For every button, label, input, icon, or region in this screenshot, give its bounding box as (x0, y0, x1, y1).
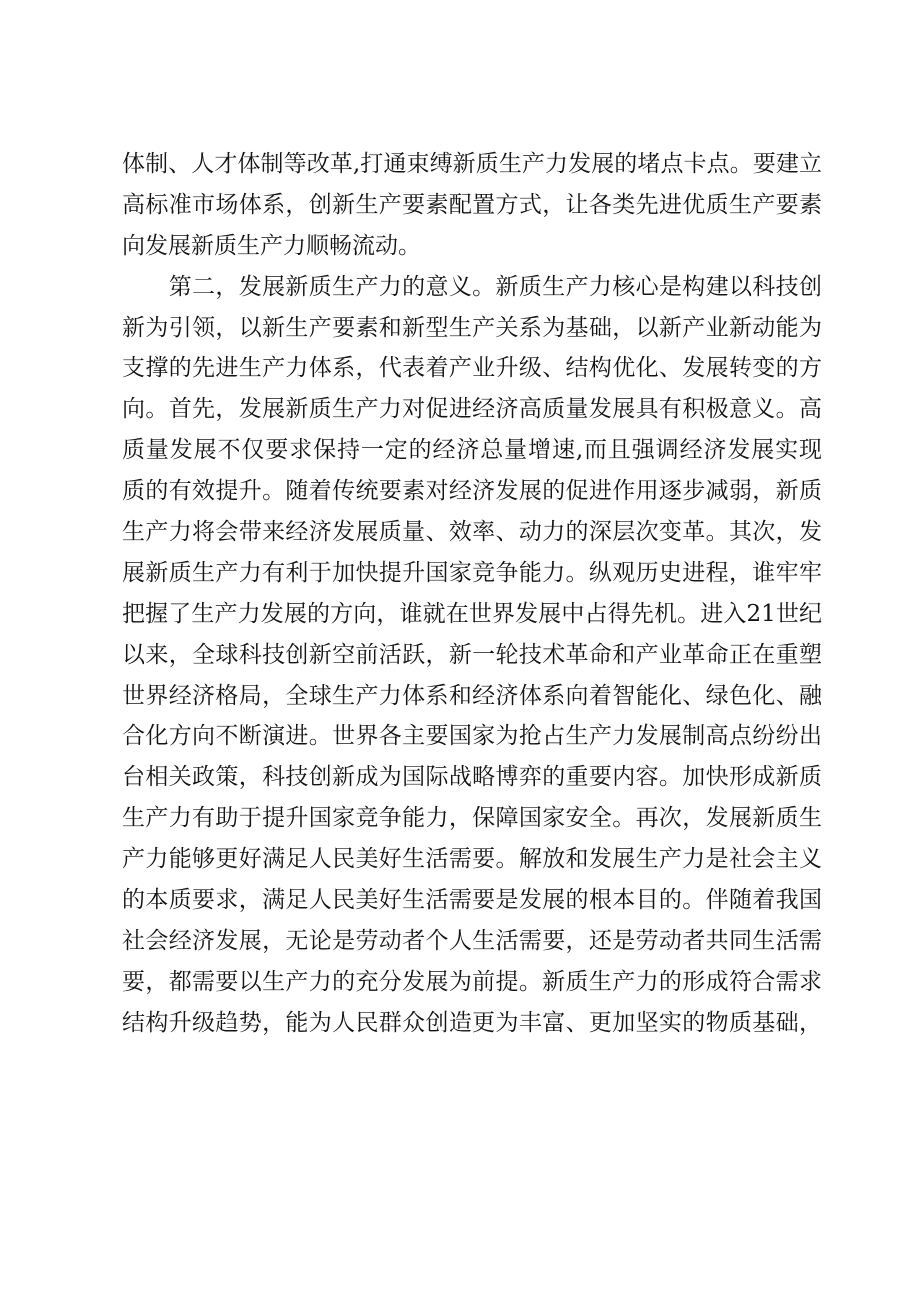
text-line: 要，都需要以生产力的充分发展为前提。新质生产力的形成符合需求 (122, 968, 822, 995)
text-line: 把握了生产力发展的方向，谁就在世界发展中占得先机。进入21世纪 (122, 600, 822, 627)
text-line: 体制、人才体制等改革,打通束缚新质生产力发展的堵点卡点。要建立 (122, 151, 822, 177)
text-line: 台相关政策，科技创新成为国际战略博弈的重要内容。加快形成新质 (122, 764, 822, 791)
text-line: 世界经济格局，全球生产力体系和经济体系向着智能化、绿色化、融 (122, 682, 822, 709)
text-line: 第二，发展新质生产力的意义。新质生产力核心是构建以科技创 (122, 273, 822, 300)
text-line: 生产力将会带来经济发展质量、效率、动力的深层次变革。其次，发 (122, 519, 822, 546)
text-line: 生产力有助于提升国家竞争能力，保障国家安全。再次，发展新质生 (122, 805, 822, 832)
text-line: 高标准市场体系，创新生产要素配置方式，让各类先进优质生产要素 (122, 191, 822, 218)
text-line: 的本质要求，满足人民美好生活需要是发展的根本目的。伴随着我国 (122, 887, 822, 914)
text-line: 新为引领，以新生产要素和新型生产关系为基础，以新产业新动能为 (122, 314, 822, 341)
text-line: 向发展新质生产力顺畅流动。 (122, 232, 421, 259)
text-line: 社会经济发展，无论是劳动者个人生活需要，还是劳动者共同生活需 (122, 927, 822, 954)
body-text (122, 144, 822, 1044)
text-line: 以来，全球科技创新空前活跃，新一轮技术革命和产业革命正在重塑 (122, 641, 822, 668)
text-line: 结构升级趋势，能为人民群众创造更为丰富、更加坚实的物质基础， (122, 1009, 822, 1036)
text-line: 向。首先，发展新质生产力对促进经济高质量发展具有积极意义。高 (122, 396, 822, 423)
text-line: 支撑的先进生产力体系，代表着产业升级、结构优化、发展转变的方 (122, 355, 822, 382)
text-line: 质的有效提升。随着传统要素对经济发展的促进作用逐步减弱，新质 (122, 478, 822, 505)
text-line: 合化方向不断演进。世界各主要国家为抢占生产力发展制高点纷纷出 (122, 723, 822, 750)
text-line: 展新质生产力有利于加快提升国家竞争能力。纵观历史进程，谁牢牢 (122, 559, 822, 586)
text-line: 质量发展不仅要求保持一定的经济总量增速,而且强调经济发展实现 (122, 437, 822, 464)
text-line: 产力能够更好满足人民美好生活需要。解放和发展生产力是社会主义 (122, 846, 822, 873)
